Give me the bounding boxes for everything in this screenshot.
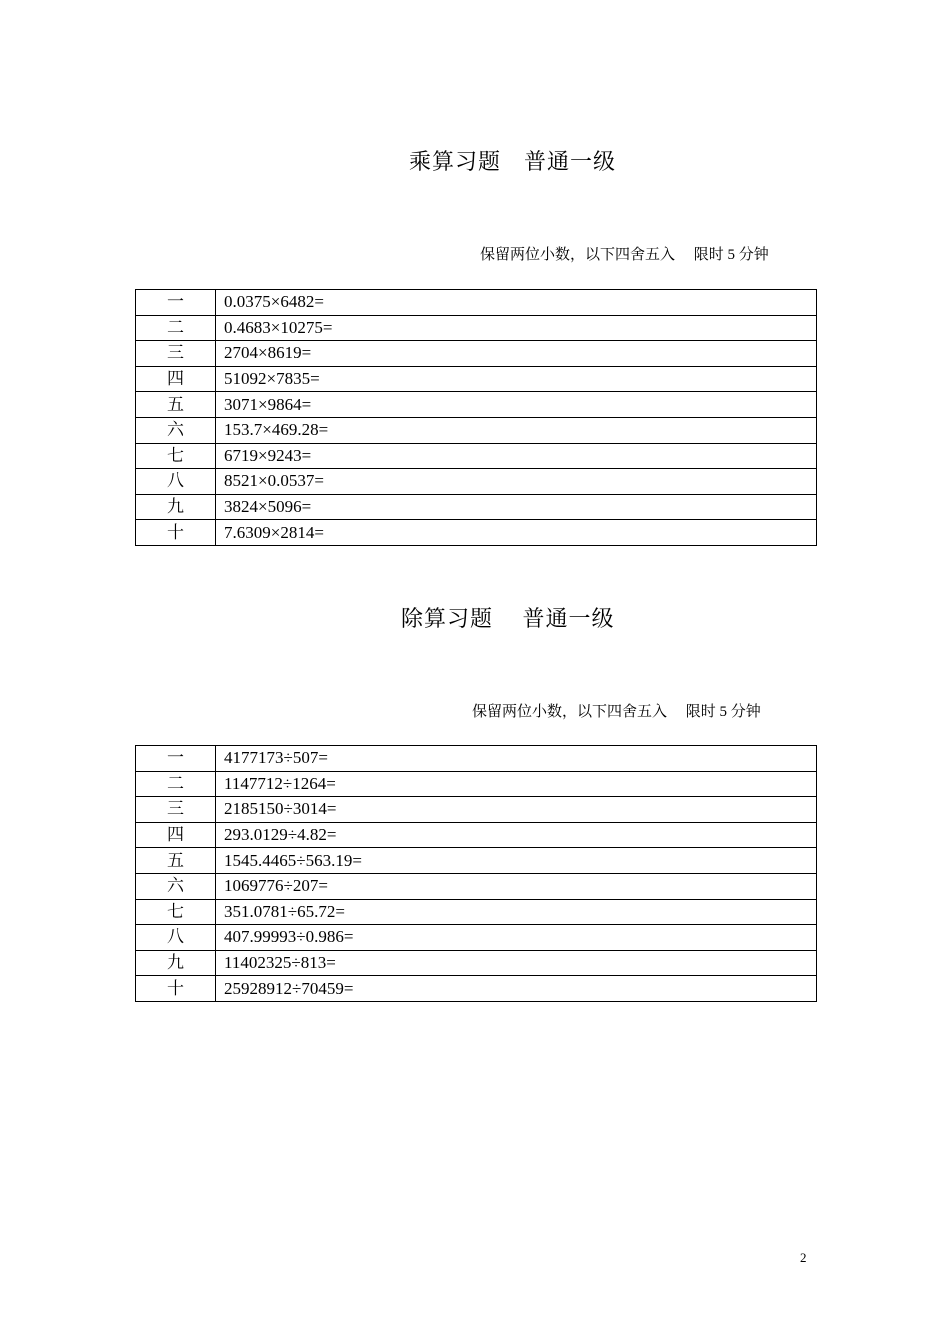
problem-cell: 25928912÷70459= (216, 976, 817, 1002)
problem-cell: 1147712÷1264= (216, 771, 817, 797)
row-number: 七 (136, 443, 216, 469)
row-number: 八 (136, 925, 216, 951)
table-row (136, 848, 817, 874)
row-number: 十 (136, 520, 216, 546)
problem-cell: 351.0781÷65.72= (216, 899, 817, 925)
problem-cell: 4177173÷507= (216, 746, 817, 772)
table-row (136, 950, 817, 976)
row-number: 五 (136, 848, 216, 874)
problem-cell: 1069776÷207= (216, 873, 817, 899)
table-row (136, 976, 817, 1002)
table-row (136, 797, 817, 823)
table-row (136, 520, 817, 546)
row-number: 四 (136, 822, 216, 848)
table-row (136, 417, 817, 443)
problem-cell: 2704×8619= (216, 341, 817, 367)
table-row (136, 873, 817, 899)
row-number: 一 (136, 290, 216, 316)
multiplication-table-body (136, 290, 817, 546)
row-number: 二 (136, 771, 216, 797)
table-row (136, 315, 817, 341)
row-number: 七 (136, 899, 216, 925)
row-number: 六 (136, 417, 216, 443)
row-number: 九 (136, 950, 216, 976)
multiplication-title: 乘算习题 普通一级 (409, 149, 617, 174)
table-row (136, 469, 817, 495)
table-row (136, 341, 817, 367)
problem-cell: 153.7×469.28= (216, 417, 817, 443)
table-row (136, 290, 817, 316)
table-row (136, 899, 817, 925)
row-number: 八 (136, 469, 216, 495)
problem-cell: 51092×7835= (216, 366, 817, 392)
problem-cell: 1545.4465÷563.19= (216, 848, 817, 874)
row-number: 九 (136, 494, 216, 520)
problem-cell: 2185150÷3014= (216, 797, 817, 823)
table-row (136, 822, 817, 848)
problem-cell: 293.0129÷4.82= (216, 822, 817, 848)
table-row (136, 746, 817, 772)
division-title: 除算习题 普通一级 (401, 606, 615, 631)
multiplication-table (135, 289, 817, 546)
row-number: 二 (136, 315, 216, 341)
division-instruction: 保留两位小数，以下四舍五入 限时 5 分钟 (472, 704, 761, 720)
problem-cell: 407.99993÷0.986= (216, 925, 817, 951)
problem-cell: 11402325÷813= (216, 950, 817, 976)
problem-cell: 3824×5096= (216, 494, 817, 520)
table-row (136, 771, 817, 797)
row-number: 六 (136, 873, 216, 899)
problem-cell: 0.4683×10275= (216, 315, 817, 341)
division-table-body (136, 746, 817, 1002)
multiplication-instruction: 保留两位小数，以下四舍五入 限时 5 分钟 (480, 247, 769, 263)
problem-cell: 0.0375×6482= (216, 290, 817, 316)
row-number: 五 (136, 392, 216, 418)
page-number: 2 (800, 1250, 807, 1265)
table-row (136, 392, 817, 418)
table-row (136, 366, 817, 392)
division-table (135, 745, 817, 1002)
problem-cell: 8521×0.0537= (216, 469, 817, 495)
problem-cell: 6719×9243= (216, 443, 817, 469)
row-number: 四 (136, 366, 216, 392)
table-row (136, 443, 817, 469)
problem-cell: 3071×9864= (216, 392, 817, 418)
row-number: 一 (136, 746, 216, 772)
table-row (136, 925, 817, 951)
row-number: 十 (136, 976, 216, 1002)
row-number: 三 (136, 341, 216, 367)
problem-cell: 7.6309×2814= (216, 520, 817, 546)
table-row (136, 494, 817, 520)
row-number: 三 (136, 797, 216, 823)
